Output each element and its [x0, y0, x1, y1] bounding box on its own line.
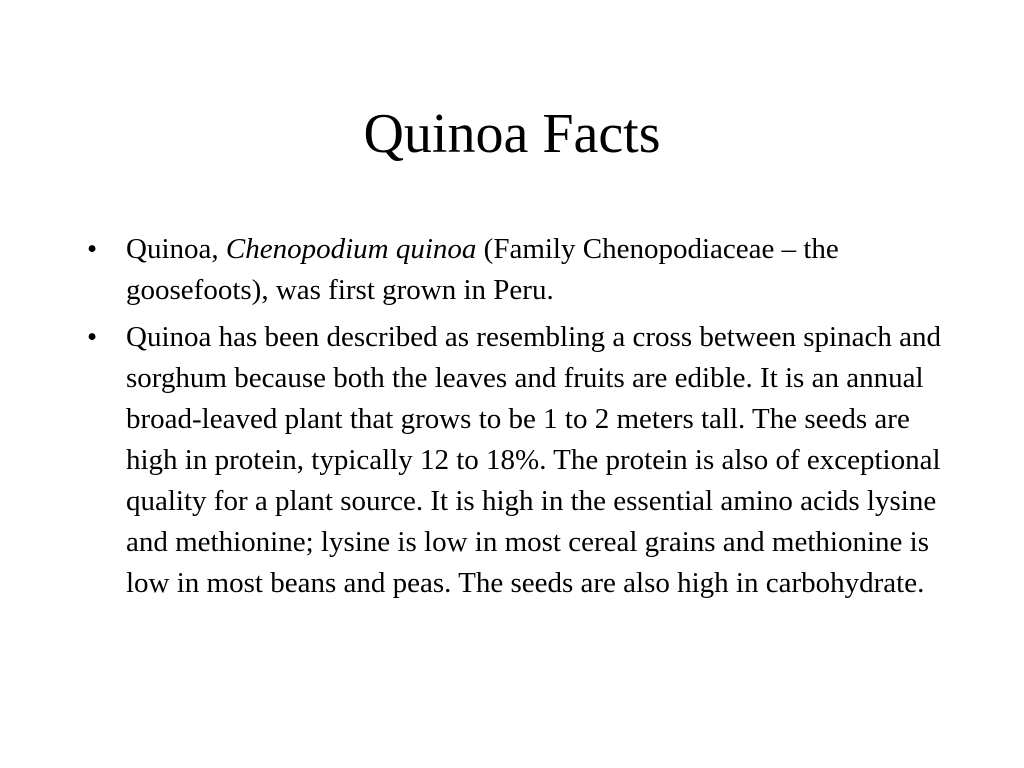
slide-title: Quinoa Facts	[363, 103, 661, 165]
bullet-text: Quinoa has been described as resembling a cross between spinach and sorghum because both the leaves and fruits are edible. It is an annual broad-leaved plant that grows to be 1 to 2 meters tall. The seeds are high in protein, typically 12 to 18%. The protein is also of exceptional quality for a plant source. It is high in the essential amino acids lysine and methionine; lysine is low in most cereal grains and methionine is low in most beans and peas. The seeds are also high in carbohydrate.	[126, 321, 941, 599]
bullet-item	[82, 229, 942, 311]
bullet-text	[126, 233, 839, 306]
bullet-item	[82, 317, 942, 604]
bullet-text-suffix: (Family Chenopodiaceae – the goosefoots), was first grown in Peru.	[126, 233, 839, 306]
bullet-text-prefix: Quinoa,	[126, 233, 226, 265]
bullet-marker: •	[87, 321, 98, 353]
bullet-marker: •	[87, 233, 98, 265]
bullet-list	[82, 229, 942, 610]
scientific-name: Chenopodium quinoa	[225, 233, 477, 265]
